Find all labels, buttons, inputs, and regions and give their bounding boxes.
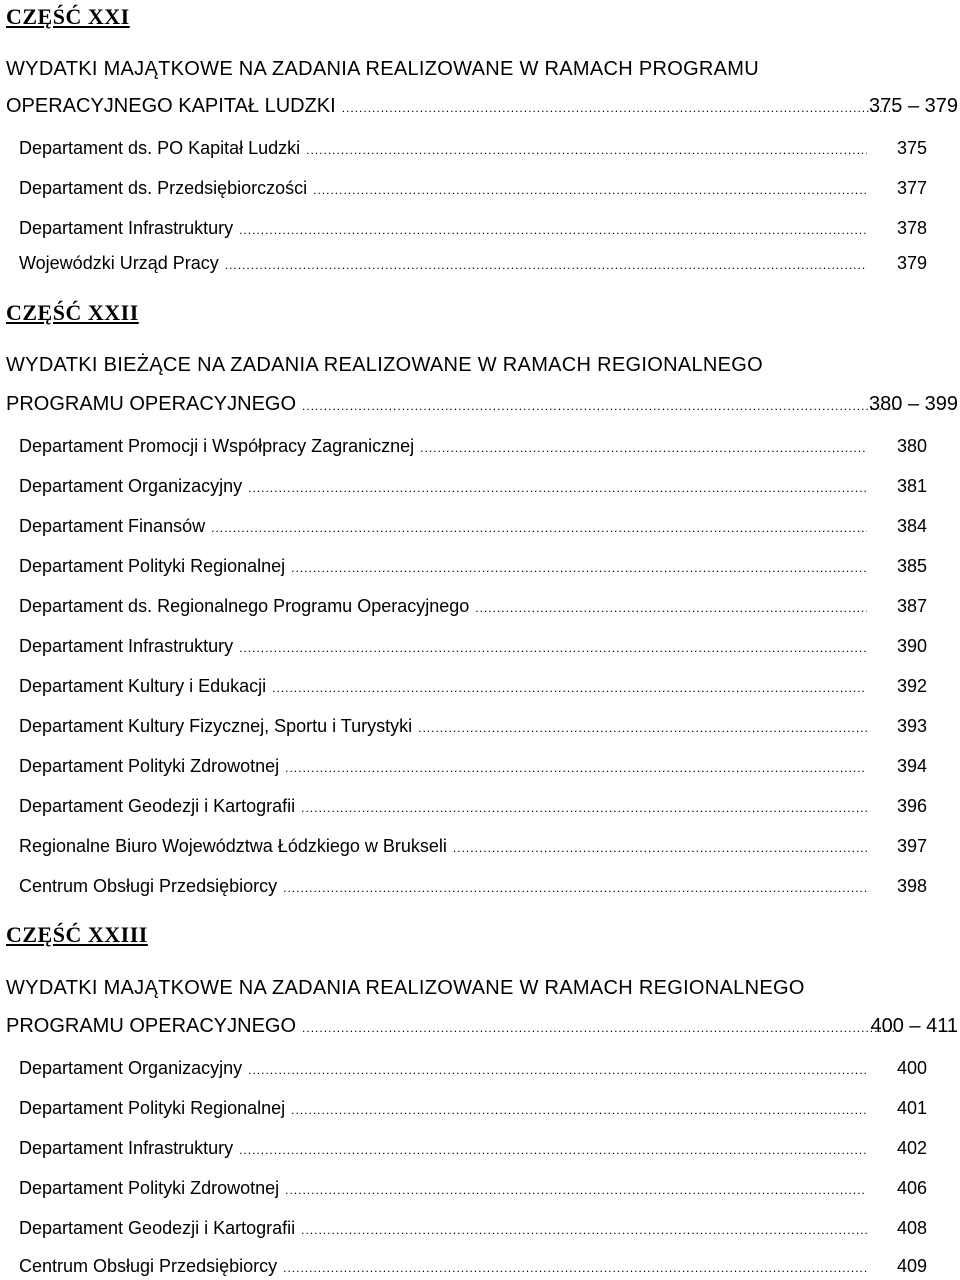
- toc-entry-label: Regionalne Biuro Województwa Łódzkiego w Brukseli: [19, 836, 447, 856]
- toc-entry[interactable]: [19, 1176, 927, 1200]
- dot-leader: [239, 1138, 867, 1162]
- toc-entry-label: Centrum Obsługi Przedsiębiorcy: [19, 1256, 278, 1276]
- toc-entry-label: Departament Polityki Regionalnej: [19, 1098, 286, 1118]
- part-heading-row[interactable]: [6, 94, 958, 118]
- toc-entry[interactable]: [19, 1136, 927, 1160]
- toc-entry-page: 377: [896, 178, 927, 198]
- toc-entry-label: Departament Polityki Zdrowotnej: [19, 756, 280, 776]
- toc-entry-page: 375: [896, 138, 927, 158]
- dot-leader: [313, 178, 867, 202]
- dot-leader: [239, 636, 867, 660]
- toc-entry-page: 401: [896, 1098, 927, 1118]
- toc-entry[interactable]: [19, 714, 927, 738]
- toc-entry-page: 397: [896, 836, 927, 856]
- toc-entry[interactable]: [19, 594, 927, 618]
- toc-entry-label: Departament Infrastruktury: [19, 218, 234, 238]
- toc-entry-page: 392: [896, 676, 927, 696]
- toc-entry-page: 409: [896, 1256, 927, 1276]
- toc-entry-page: 384: [896, 516, 927, 536]
- toc-entry-page: 381: [896, 476, 927, 496]
- toc-entry-label: Departament Geodezji i Kartografii: [19, 796, 296, 816]
- toc-entry-page: 379: [896, 253, 927, 273]
- toc-entry[interactable]: [19, 216, 927, 240]
- dot-leader: [453, 836, 867, 860]
- toc-entry[interactable]: [19, 136, 927, 160]
- toc-entry-label: Departament ds. Przedsiębiorczości: [19, 178, 308, 198]
- dot-leader: [283, 876, 867, 900]
- toc-entry-label: Departament ds. Regionalnego Programu Operacyjnego: [19, 596, 470, 616]
- toc-entry[interactable]: [19, 754, 927, 778]
- dot-leader: [420, 436, 867, 460]
- dot-leader: [342, 96, 898, 120]
- toc-entry-page: 387: [896, 596, 927, 616]
- dot-leader: [272, 676, 867, 700]
- toc-entry[interactable]: [19, 176, 927, 200]
- toc-entry-page: 393: [896, 716, 927, 736]
- dot-leader: [225, 253, 867, 277]
- toc-entry-page: 380: [896, 436, 927, 456]
- part-heading-line1: WYDATKI MAJĄTKOWE NA ZADANIA REALIZOWANE W RAMACH PROGRAMU: [6, 58, 760, 80]
- toc-entry-label: Departament Polityki Regionalnej: [19, 556, 286, 576]
- toc-entry[interactable]: [19, 1056, 927, 1080]
- toc-entry-label: Departament Kultury Fizycznej, Sportu i Turystyki: [19, 716, 413, 736]
- page-range: 375 – 379: [869, 95, 958, 117]
- part-heading-line2: PROGRAMU OPERACYJNEGO: [6, 1015, 297, 1037]
- toc-entry[interactable]: [19, 1254, 927, 1278]
- toc-entry-label: Departament Infrastruktury: [19, 1138, 234, 1158]
- toc-entry-label: Departament Polityki Zdrowotnej: [19, 1178, 280, 1198]
- toc-entry-page: 408: [896, 1218, 927, 1238]
- dot-leader: [248, 476, 867, 500]
- toc-entry-label: Departament Infrastruktury: [19, 636, 234, 656]
- toc-entry[interactable]: [19, 674, 927, 698]
- toc-entry-page: 400: [896, 1058, 927, 1078]
- toc-entry-label: Departament Organizacyjny: [19, 1058, 243, 1078]
- toc-entry-page: 396: [896, 796, 927, 816]
- dot-leader: [248, 1058, 867, 1082]
- toc-entry-page: 398: [896, 876, 927, 896]
- toc-entry[interactable]: [19, 794, 927, 818]
- dot-leader: [301, 796, 867, 820]
- dot-leader: [418, 716, 867, 740]
- part-heading-row[interactable]: [6, 392, 958, 416]
- part-heading-line2: OPERACYJNEGO KAPITAŁ LUDZKI: [6, 95, 336, 117]
- toc-entry-page: 402: [896, 1138, 927, 1158]
- dot-leader: [291, 556, 867, 580]
- dot-leader: [306, 138, 867, 162]
- dot-leader: [285, 1178, 867, 1202]
- toc-entry[interactable]: [19, 514, 927, 538]
- dot-leader: [301, 1218, 867, 1242]
- toc-entry-label: Departament Geodezji i Kartografii: [19, 1218, 296, 1238]
- part-heading-line1: WYDATKI BIEŻĄCE NA ZADANIA REALIZOWANE W RAMACH REGIONALNEGO: [6, 354, 763, 376]
- toc-entry-label: Departament ds. PO Kapitał Ludzki: [19, 138, 301, 158]
- dot-leader: [302, 1016, 898, 1040]
- part-title: CZĘŚĆ XXIII: [6, 922, 148, 947]
- toc-entry[interactable]: [19, 834, 927, 858]
- toc-entry-page: 390: [896, 636, 927, 656]
- toc-entry-page: 385: [896, 556, 927, 576]
- toc-entry[interactable]: [19, 474, 927, 498]
- dot-leader: [239, 218, 867, 242]
- dot-leader: [291, 1098, 867, 1122]
- toc-entry-label: Departament Promocji i Współpracy Zagranicznej: [19, 436, 415, 456]
- toc-entry-page: 378: [896, 218, 927, 238]
- part-title: CZĘŚĆ XXII: [6, 300, 139, 325]
- dot-leader: [475, 596, 867, 620]
- toc-entry-label: Departament Organizacyjny: [19, 476, 243, 496]
- toc-entry-label: Departament Finansów: [19, 516, 206, 536]
- toc-entry-page: 406: [896, 1178, 927, 1198]
- dot-leader: [211, 516, 867, 540]
- part-title: CZĘŚĆ XXI: [6, 4, 130, 29]
- dot-leader: [285, 756, 867, 780]
- toc-entry[interactable]: [19, 251, 927, 275]
- toc-entry[interactable]: [19, 1216, 927, 1240]
- toc-entry[interactable]: [19, 1096, 927, 1120]
- page-range: 400 – 411: [870, 1015, 958, 1037]
- toc-entry[interactable]: [19, 634, 927, 658]
- toc-entry[interactable]: [19, 434, 927, 458]
- toc-entry-label: Centrum Obsługi Przedsiębiorcy: [19, 876, 278, 896]
- part-heading-line1: WYDATKI MAJĄTKOWE NA ZADANIA REALIZOWANE W RAMACH REGIONALNEGO: [6, 977, 805, 999]
- toc-entry[interactable]: [19, 874, 927, 898]
- toc-entry-label: Wojewódzki Urząd Pracy: [19, 253, 219, 273]
- toc-entry[interactable]: [19, 554, 927, 578]
- dot-leader: [283, 1256, 867, 1280]
- page-range: 380 – 399: [869, 393, 958, 415]
- part-heading-row[interactable]: [6, 1014, 958, 1038]
- part-heading-line2: PROGRAMU OPERACYJNEGO: [6, 393, 297, 415]
- toc-entry-page: 394: [896, 756, 927, 776]
- toc-entry-label: Departament Kultury i Edukacji: [19, 676, 267, 696]
- dot-leader: [302, 394, 898, 418]
